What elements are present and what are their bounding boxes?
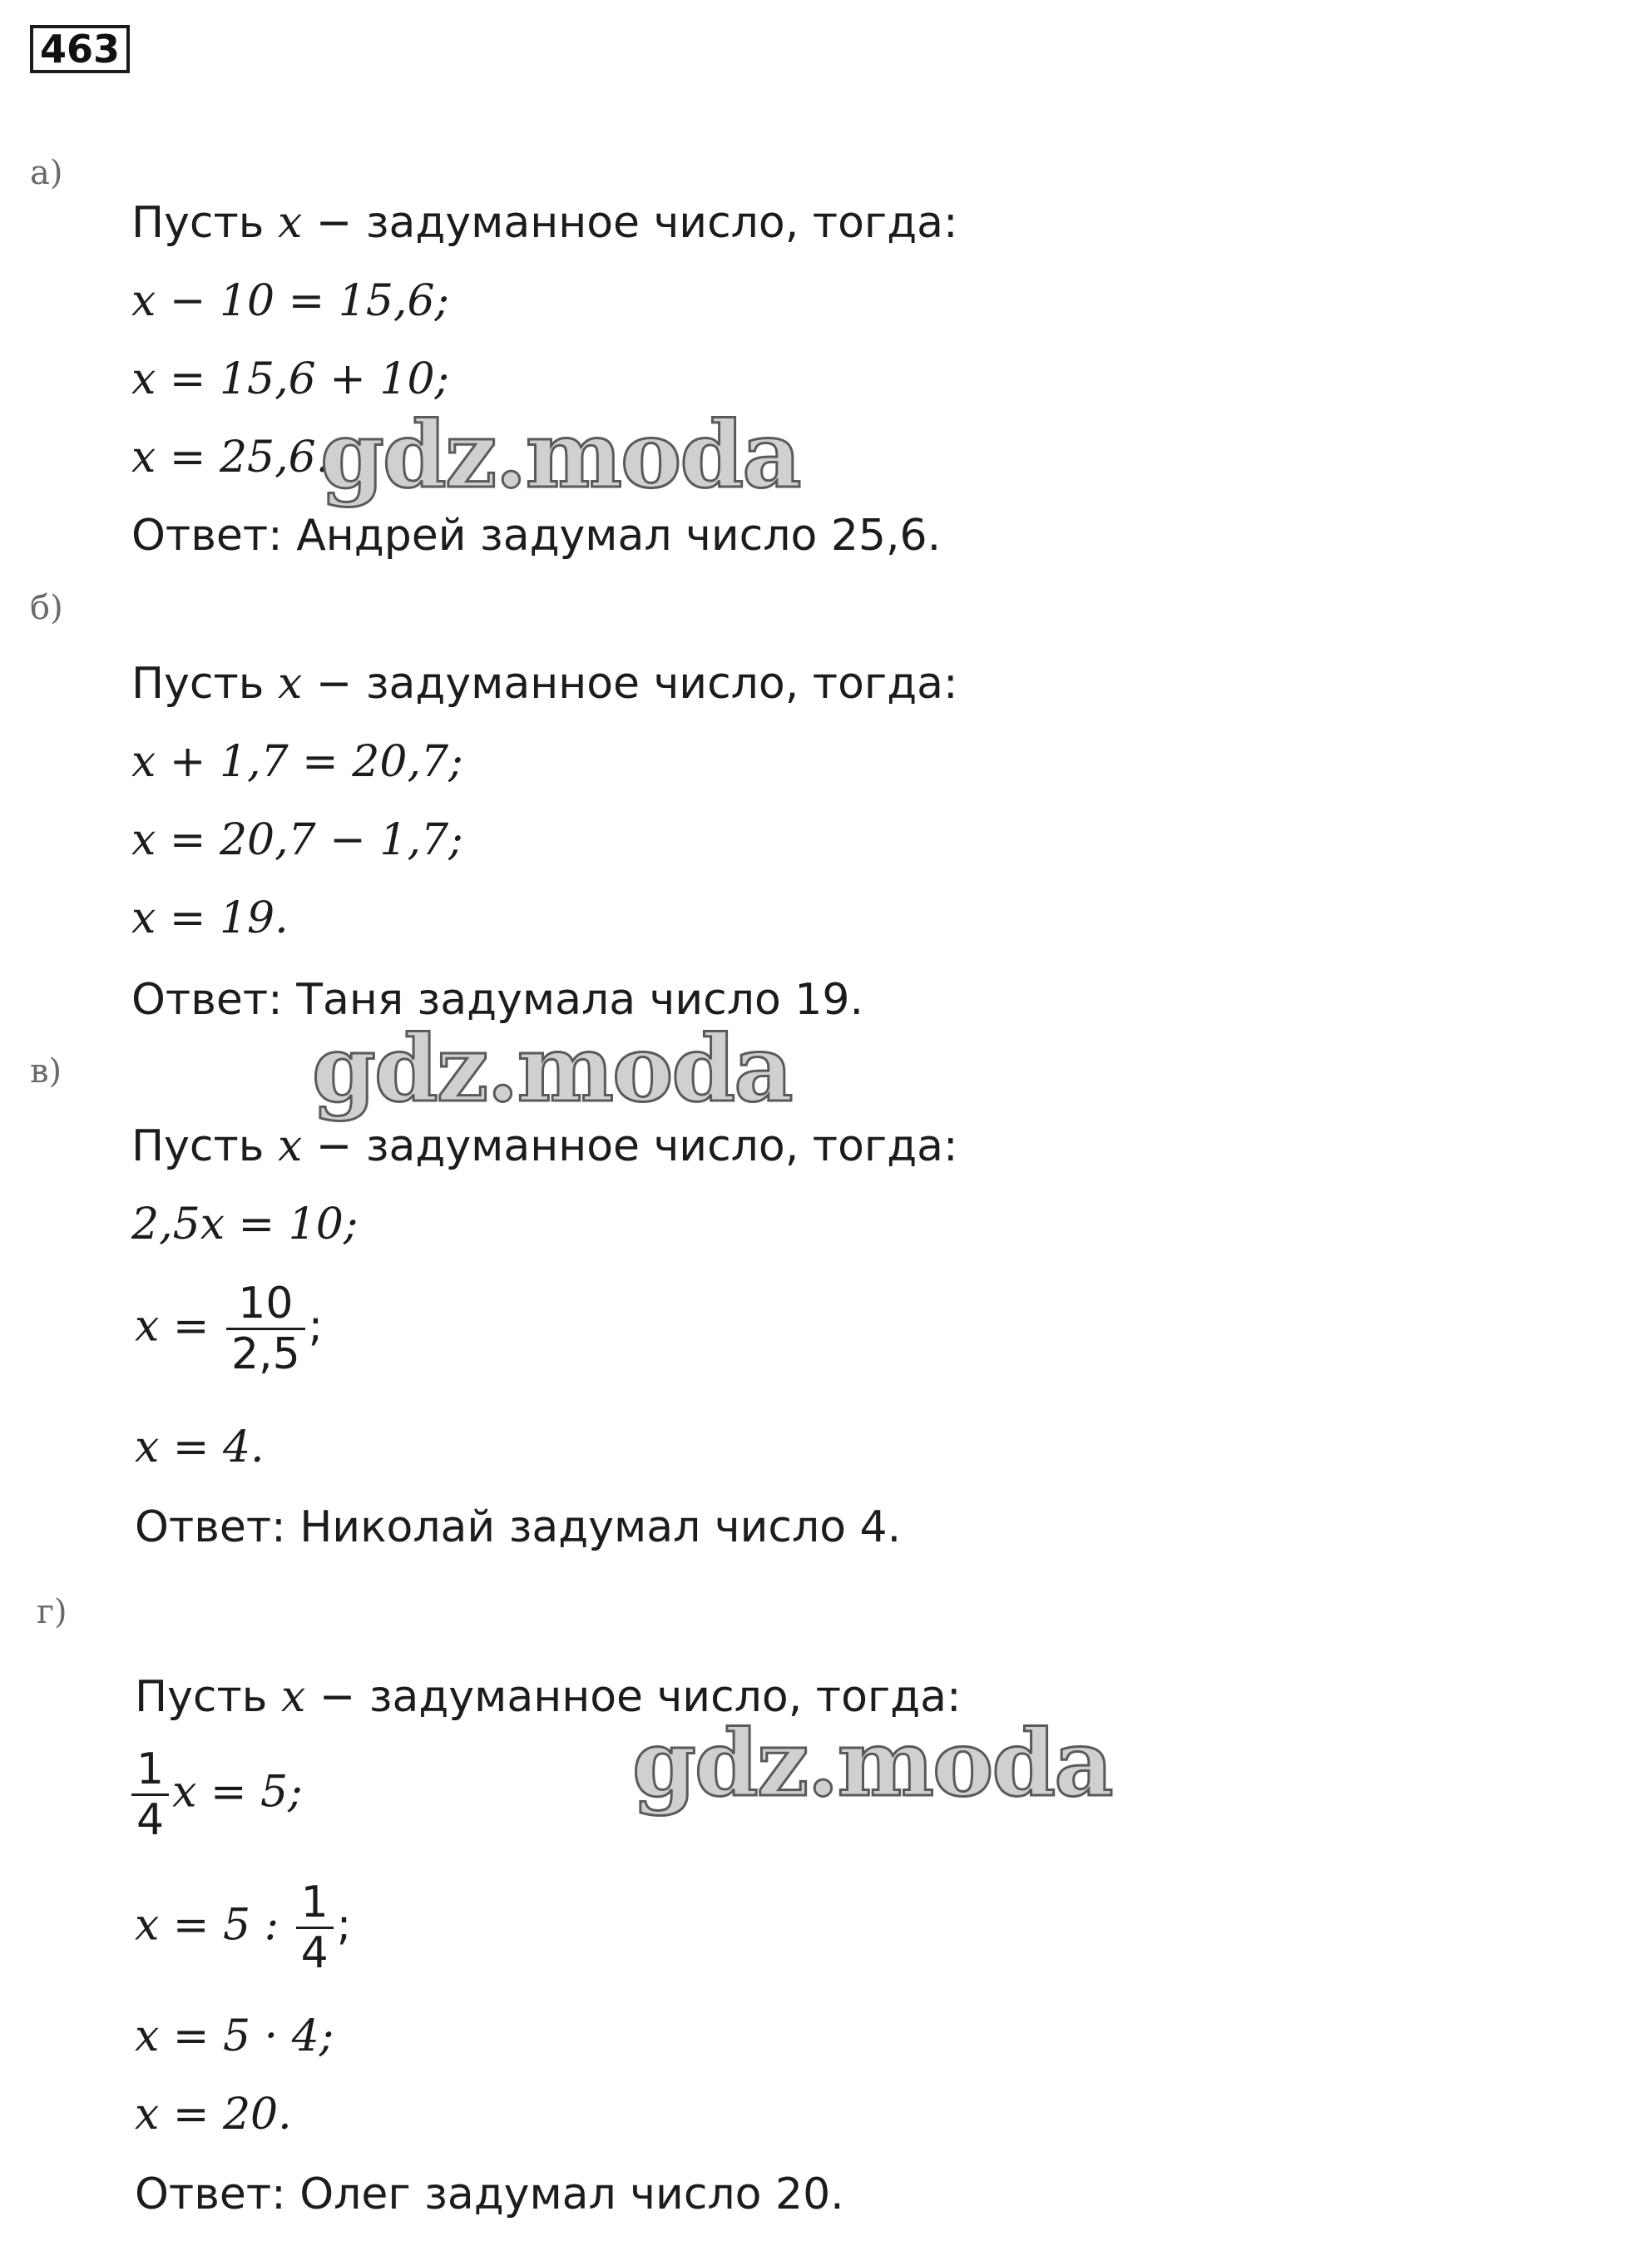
part-c-label: в) bbox=[30, 1052, 62, 1091]
intro-text: Пусть bbox=[131, 1121, 278, 1171]
watermark-3: gdz.moda bbox=[632, 1709, 1112, 1817]
intro-text-end: − задуманное число, тогда: bbox=[302, 198, 958, 248]
part-d-equation-2 bbox=[135, 1878, 351, 1977]
part-a-intro bbox=[131, 198, 958, 248]
intro-text: Пусть bbox=[131, 659, 278, 709]
equation-rhs: x = 5; bbox=[172, 1767, 303, 1818]
watermark-1: gdz.moda bbox=[320, 401, 800, 508]
intro-text: Пусть bbox=[135, 1672, 281, 1722]
fraction-denominator: 2,5 bbox=[230, 1329, 300, 1379]
intro-text-end: − задуманное число, тогда: bbox=[305, 1672, 962, 1722]
intro-variable: x bbox=[277, 1121, 303, 1171]
part-a-answer: Ответ: Андрей задумал число 25,6. bbox=[131, 511, 942, 561]
part-d-answer: Ответ: Олег задумал число 20. bbox=[135, 2169, 844, 2219]
part-c-answer: Ответ: Николай задумал число 4. bbox=[135, 1502, 902, 1552]
equation-lhs: x = bbox=[135, 1301, 223, 1352]
intro-variable: x bbox=[277, 659, 303, 709]
task-number: 463 bbox=[30, 25, 130, 73]
fraction-denominator: 4 bbox=[136, 1795, 165, 1845]
part-c-equation-3: x = 4. bbox=[135, 1422, 265, 1472]
part-d-label: г) bbox=[37, 1593, 67, 1631]
equation-lhs: x = 5 : bbox=[135, 1900, 293, 1951]
intro-variable: x bbox=[277, 198, 303, 248]
intro-variable: x bbox=[280, 1672, 306, 1722]
part-b-equation-2: x = 20,7 − 1,7; bbox=[131, 815, 463, 865]
part-a-equation-1: x − 10 = 15,6; bbox=[131, 276, 450, 326]
fraction-denominator: 4 bbox=[300, 1928, 329, 1978]
equation-end: ; bbox=[308, 1301, 324, 1352]
fraction-numerator: 1 bbox=[296, 1878, 334, 1929]
fraction bbox=[131, 1745, 169, 1844]
fraction bbox=[226, 1279, 305, 1378]
part-b-equation-3: x = 19. bbox=[131, 893, 289, 943]
part-a-equation-2: x = 15,6 + 10; bbox=[131, 354, 450, 404]
intro-text-end: − задуманное число, тогда: bbox=[302, 1121, 958, 1171]
part-b-answer: Ответ: Таня задумала число 19. bbox=[131, 975, 863, 1025]
part-c-equation-2 bbox=[135, 1279, 323, 1378]
intro-text-end: − задуманное число, тогда: bbox=[302, 659, 958, 709]
fraction-numerator: 1 bbox=[131, 1745, 169, 1796]
part-b-equation-1: x + 1,7 = 20,7; bbox=[131, 737, 463, 787]
part-b-label: б) bbox=[30, 589, 63, 627]
part-b-intro bbox=[131, 659, 958, 709]
part-d-equation-3: x = 5 · 4; bbox=[135, 2011, 334, 2061]
part-d-equation-4: x = 20. bbox=[135, 2090, 292, 2140]
fraction-numerator: 10 bbox=[226, 1279, 305, 1330]
intro-text: Пусть bbox=[131, 198, 278, 248]
watermark-2: gdz.moda bbox=[312, 1015, 792, 1122]
part-c-equation-1: 2,5x = 10; bbox=[131, 1200, 359, 1249]
fraction bbox=[296, 1878, 334, 1977]
part-d-equation-1 bbox=[128, 1745, 303, 1844]
equation-end: ; bbox=[336, 1900, 352, 1951]
part-c-intro bbox=[131, 1121, 958, 1171]
part-a-label: а) bbox=[30, 154, 63, 192]
part-a-equation-3: x = 25,6. bbox=[131, 433, 330, 482]
